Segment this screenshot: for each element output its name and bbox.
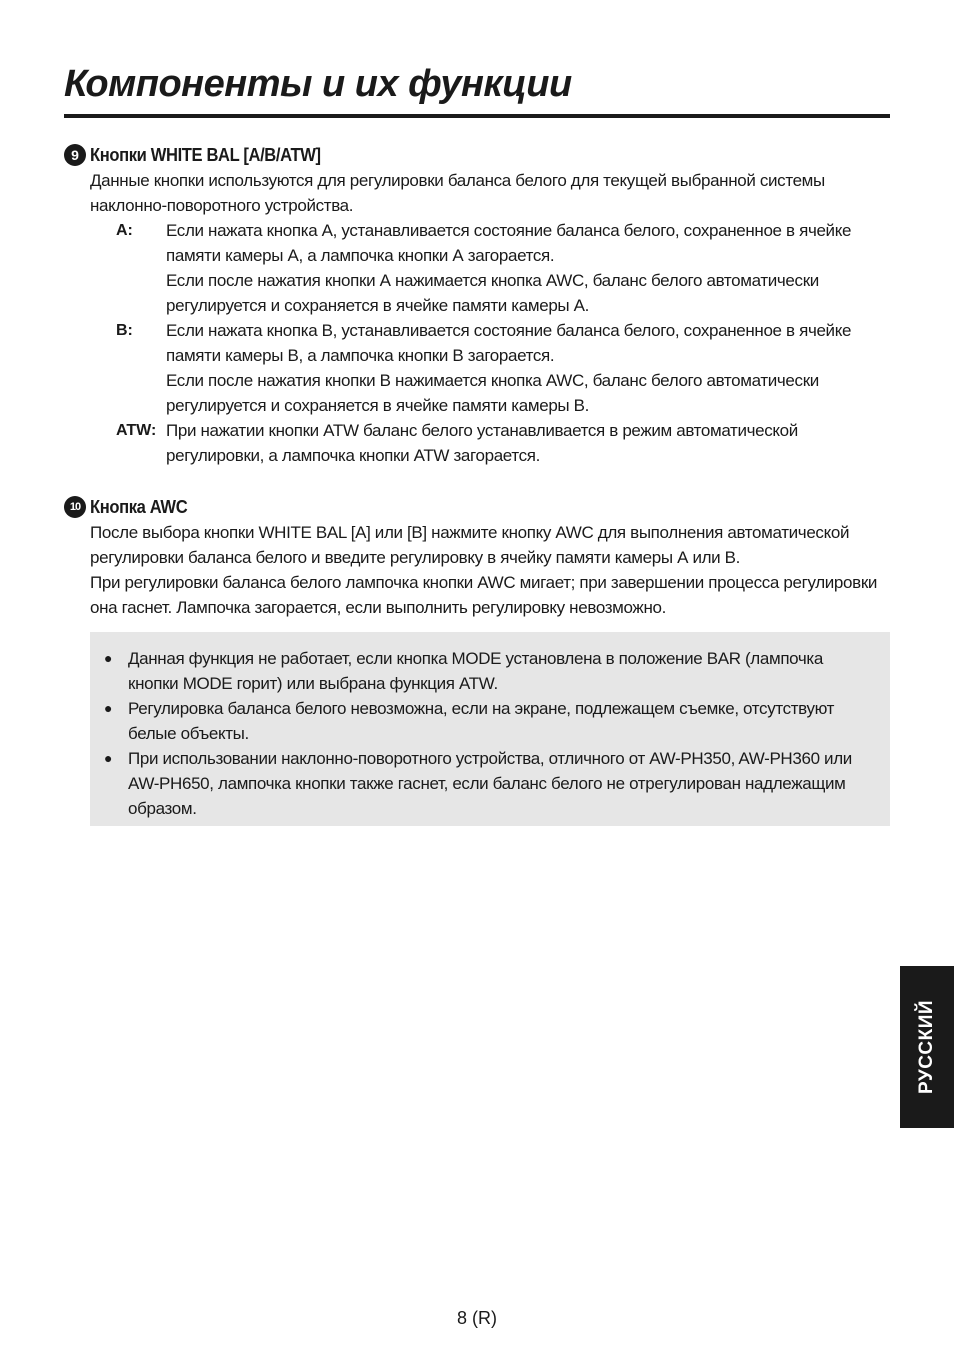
text-line: Если после нажатия кнопки В нажимается кнопка AWC, баланс белого автоматически	[166, 371, 819, 390]
text-line: AW-PH650, лампочка кнопки также гаснет, если баланс белого не отрегулирован надлежащим	[128, 774, 846, 793]
text-line: При нажатии кнопки ATW баланс белого устанавливается в режим автоматической	[166, 421, 798, 440]
note-text	[128, 746, 852, 821]
text-line: При использовании наклонно-поворотного устройства, отличного от AW-PH350, AW-PH360 или	[128, 749, 852, 768]
definition-a	[64, 218, 890, 318]
section-title: Кнопка AWC	[90, 496, 188, 517]
definition-b	[64, 318, 890, 418]
definition-description	[166, 318, 890, 418]
text-line: Данные кнопки используются для регулировки баланса белого для текущей выбранной системы	[90, 171, 825, 190]
text-line: она гаснет. Лампочка загорается, если выполнить регулировку невозможно.	[90, 598, 666, 617]
section-white-bal	[64, 142, 890, 468]
text-line: регулируется и сохраняется в ячейке памяти камеры В.	[166, 396, 590, 415]
text-line: памяти камеры А, а лампочка кнопки А загорается.	[166, 246, 555, 265]
text-line: регулируется и сохраняется в ячейке памяти камеры А.	[166, 296, 590, 315]
list-item	[104, 746, 870, 821]
section-body	[64, 520, 890, 620]
language-label: РУССКИЙ	[916, 999, 937, 1095]
text-line: кнопки MODE горит) или выбрана функция ATW.	[128, 674, 498, 693]
note-text	[128, 696, 834, 746]
definition-term: ATW:	[116, 422, 157, 439]
language-tab	[900, 966, 954, 1128]
definition-description	[166, 218, 890, 318]
definition-term: A:	[116, 222, 133, 239]
page-title: Компоненты и их функции	[64, 63, 572, 105]
bullet-icon: ●	[104, 650, 113, 666]
circled-number-9: 9	[64, 144, 86, 166]
text-line: Если после нажатия кнопки А нажимается кнопка AWC, баланс белого автоматически	[166, 271, 819, 290]
section-heading	[64, 142, 890, 168]
bullet-icon: ●	[104, 700, 113, 716]
notes-box	[90, 632, 890, 826]
circled-number-10: 10	[64, 496, 86, 518]
text-line: образом.	[128, 799, 197, 818]
section-heading	[64, 494, 890, 520]
notes-list	[90, 632, 890, 821]
definition-term: B:	[116, 322, 133, 339]
text-line: Регулировка баланса белого невозможна, если на экране, подлежащем съемке, отсутствуют	[128, 699, 835, 718]
definition-atw	[64, 418, 890, 468]
list-item	[104, 646, 870, 696]
title-divider	[64, 114, 890, 118]
text-line: регулировки баланса белого и введите регулировку в ячейку памяти камеры А или В.	[90, 548, 741, 567]
text-line: памяти камеры В, а лампочка кнопки В загорается.	[166, 346, 555, 365]
text-line: регулировки, а лампочка кнопки ATW загорается.	[166, 446, 540, 465]
page-number: 8 (R)	[457, 1308, 497, 1328]
text-line: При регулировки баланса белого лампочка кнопки AWC мигает; при завершении процесса регулировки	[90, 573, 878, 592]
section-awc	[64, 494, 890, 620]
section-title: Кнопки WHITE BAL [A/B/ATW]	[90, 144, 321, 165]
bullet-icon: ●	[104, 750, 113, 766]
note-text	[128, 646, 823, 696]
definition-description	[166, 418, 890, 468]
text-line: После выбора кнопки WHITE BAL [A] или [B] нажмите кнопку AWC для выполнения автоматической	[90, 523, 850, 542]
text-line: наклонно-поворотного устройства.	[90, 196, 354, 215]
text-line: белые объекты.	[128, 724, 249, 743]
text-line: Если нажата кнопка А, устанавливается состояние баланса белого, сохраненное в ячейке	[166, 221, 852, 240]
text-line: Если нажата кнопка В, устанавливается состояние баланса белого, сохраненное в ячейке	[166, 321, 852, 340]
section-intro	[64, 168, 890, 218]
text-line: Данная функция не работает, если кнопка MODE установлена в положение BAR (лампочка	[128, 649, 823, 668]
list-item	[104, 696, 870, 746]
